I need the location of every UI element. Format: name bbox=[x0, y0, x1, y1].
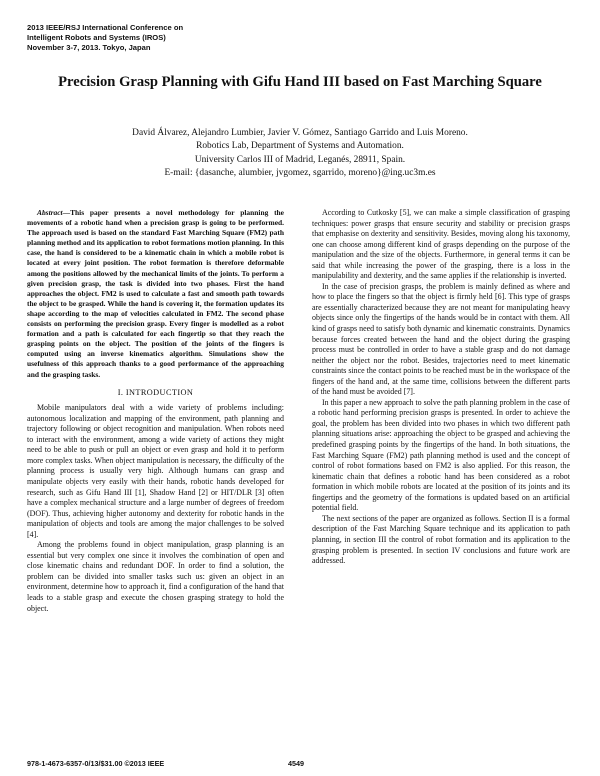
author-block bbox=[40, 127, 560, 180]
conference-line-1: 2013 IEEE/RSJ International Conference on bbox=[27, 23, 184, 32]
right-column bbox=[312, 208, 570, 567]
conference-line-2: Intelligent Robots and Systems (IROS) bbox=[27, 33, 166, 42]
body-paragraph: According to Cutkosky [5], we can make a simple classification of grasping techniques: power grasps that ensure security and stability or precision grasps that emphasise on dexterity and sensitivity. Besides, moving along his taxonomy, one can choose among different kind of grasps depending on the purpose of the manipulation and the size of the objects. Furthermore, in general terms it can be said that while increasing the power of the grasping, there is a loss in the manipulability and dexterity, and the same applies if the relationship is inverted. bbox=[312, 208, 570, 281]
section-heading-introduction: I. INTRODUCTION bbox=[117, 387, 194, 397]
author-email: E-mail: {dasanche, alumbier, jvgomez, sgarrido, moreno}@ing.uc3m.es bbox=[164, 167, 436, 178]
body-paragraph: In this paper a new approach to solve the path planning problem in the case of a robotic hand performing precision grasps is presented. In order to achieve the goal, the problem has been divided into two phases in which two different path planning situations arise: approaching the object to be grasped and achieving the predefined grasping points by the fingertips of the hand. In both situations, the Fast Marching Square (FM2) path planning method is used and the concept of control of robot formations based on FM2 is also applied. For this reason, the kinematic chain that defines a robotic hand has been considered as a robot formation in which mobile robots are located at the position of its joints and its fingertips and the geometry of the formations is updated based on an artificial potential field. bbox=[312, 397, 570, 513]
abstract-label: Abstract bbox=[37, 208, 63, 217]
author-names: David Álvarez, Alejandro Lumbier, Javier V. Gómez, Santiago Garrido and Luis Moreno. bbox=[132, 128, 468, 138]
body-paragraph: In the case of precision grasps, the problem is mainly defined as where and how to place the fingers so that the object is firmly held [6]. This type of grasps are essentially characterized because they are not meant for manipulating heavy objects since only the fingertips of the hands would be in contact with them. All kind of grasps need to satisfy both dynamic and kinematic constraints. Dynamics because forces created between the hand and the object during the grasping process must be controlled in order to have a stable grasp and do not damage neither the object nor the robot. Besides, trajectories need to meet kinematic constraints since the contact points to be reached must be in the workspace of the fingers of the hand and, at the same time, collisions between the different parts of the hand must be avoided [7]. bbox=[312, 281, 570, 397]
left-column bbox=[27, 208, 284, 614]
conference-header bbox=[27, 23, 287, 53]
footer-isbn: 978-1-4673-6357-0/13/$31.00 ©2013 IEEE bbox=[27, 759, 165, 768]
conference-line-3: November 3-7, 2013. Tokyo, Japan bbox=[27, 43, 151, 52]
intro-paragraph: Mobile manipulators deal with a wide variety of problems including: autonomous localization and mapping of the environment, path planning and trajectory following or object recognition and manipulation. When robots need to interact with the environment, among a wide variety of actions they might need to be able to push or pull an object or even grasp and hold it to perform more complex tasks. When object manipulation is necessary, the difficulty of the planning process is usually very high. Although humans can grasp and manipulate objects very easily with their hands, robotic hands developed for research, such as Gifu Hand III [1], Shadow Hand [2] or HIT/DLR [3] often have a complex mechanical structure and a large number of degrees of freedom (DOF). Thus, achieving higher autonomy and dexterity for robotic hands in the manipulation of objects and tools are among the major challenges to be solved [4]. bbox=[27, 403, 284, 539]
intro-paragraph: Among the problems found in object manipulation, grasp planning is an essential but very complex one since it involves the combination of open and close kinematic chains and redundant DOF. In order to find a solution, the problem can be divided into smaller tasks such us: given an object in an environment, determine how to approach it, find a configuration of the hand that leads to a stable grasp and execute the chosen grasping strategy to hold the object. bbox=[27, 540, 284, 613]
affiliation-university: University Carlos III of Madrid, Leganés, 28911, Spain. bbox=[194, 154, 406, 165]
abstract-text: This paper presents a novel methodology for planning the movements of a robotic hand when a precision grasp is going to be performed. The approach used is based on the standard Fast Marching Square (FM2) path planning method and its application to robot formations motion planning. In this case, the hand is considered to be a kinematic chain in which a mobile robot is located at every joint position. The robot formation is therefore deformable among the positions allowed by the mechanical limits of the joints. To perform a given precision grasp, the task is divided into two phases. First the hand approaches the object. FM2 is used to calculate a fast and smooth path towards the object to be grasped. While the hand is covering it, the formation updates its shape according to the map of velocities calculated in FM2. The second phase consists on performing the precision grasp. Every finger is modelled as a robot formation and a path is calculated for each fingertip so that they reach the grasping points on the object. The position of the joints of the fingers is computed using an inverse kinematics algorithm. Simulations show the usefulness of this approach thanks to a good performance of the approaching and the grasping tasks. bbox=[27, 208, 284, 379]
abstract: Abstract—This paper presents a novel methodology for planning the movements of a robotic hand when a precision grasp is going to be performed. The approach used is based on the standard Fast Marching Square (FM2) path planning method and its application to robot formations motion planning. In this case, the hand is considered to be a kinematic chain in which a mobile robot is located at every joint position. The robot formation is therefore deformable among the positions allowed by the mechanical limits of the joints. To perform a given precision grasp, the task is divided into two phases. First the hand approaches the object. FM2 is used to calculate a fast and smooth path towards the object to be grasped. While the hand is covering it, the formation updates its shape according to the map of velocities calculated in FM2. The second phase consists on performing the precision grasp. Every finger is modelled as a robot formation and a path is calculated for each fingertip so that they reach the grasping points on the object. The position of the joints of the fingers is computed using an inverse kinematics algorithm. Simulations show the usefulness of this approach thanks to a good performance of the approaching and the grasping tasks. bbox=[27, 208, 284, 379]
body-paragraph: The next sections of the paper are organized as follows. Section II is a formal description of the Fast Marching Square technique and its application to path planning, in section III the control of robot formation and its application to the grasping problem is presented. In section IV conclusions and future work are addressed. bbox=[312, 513, 570, 566]
paper-title: Precision Grasp Planning with Gifu Hand III based on Fast Marching Square bbox=[58, 74, 542, 90]
affiliation-lab: Robotics Lab, Department of Systems and Automation. bbox=[196, 141, 404, 152]
footer-page-number: 4549 bbox=[288, 759, 304, 768]
